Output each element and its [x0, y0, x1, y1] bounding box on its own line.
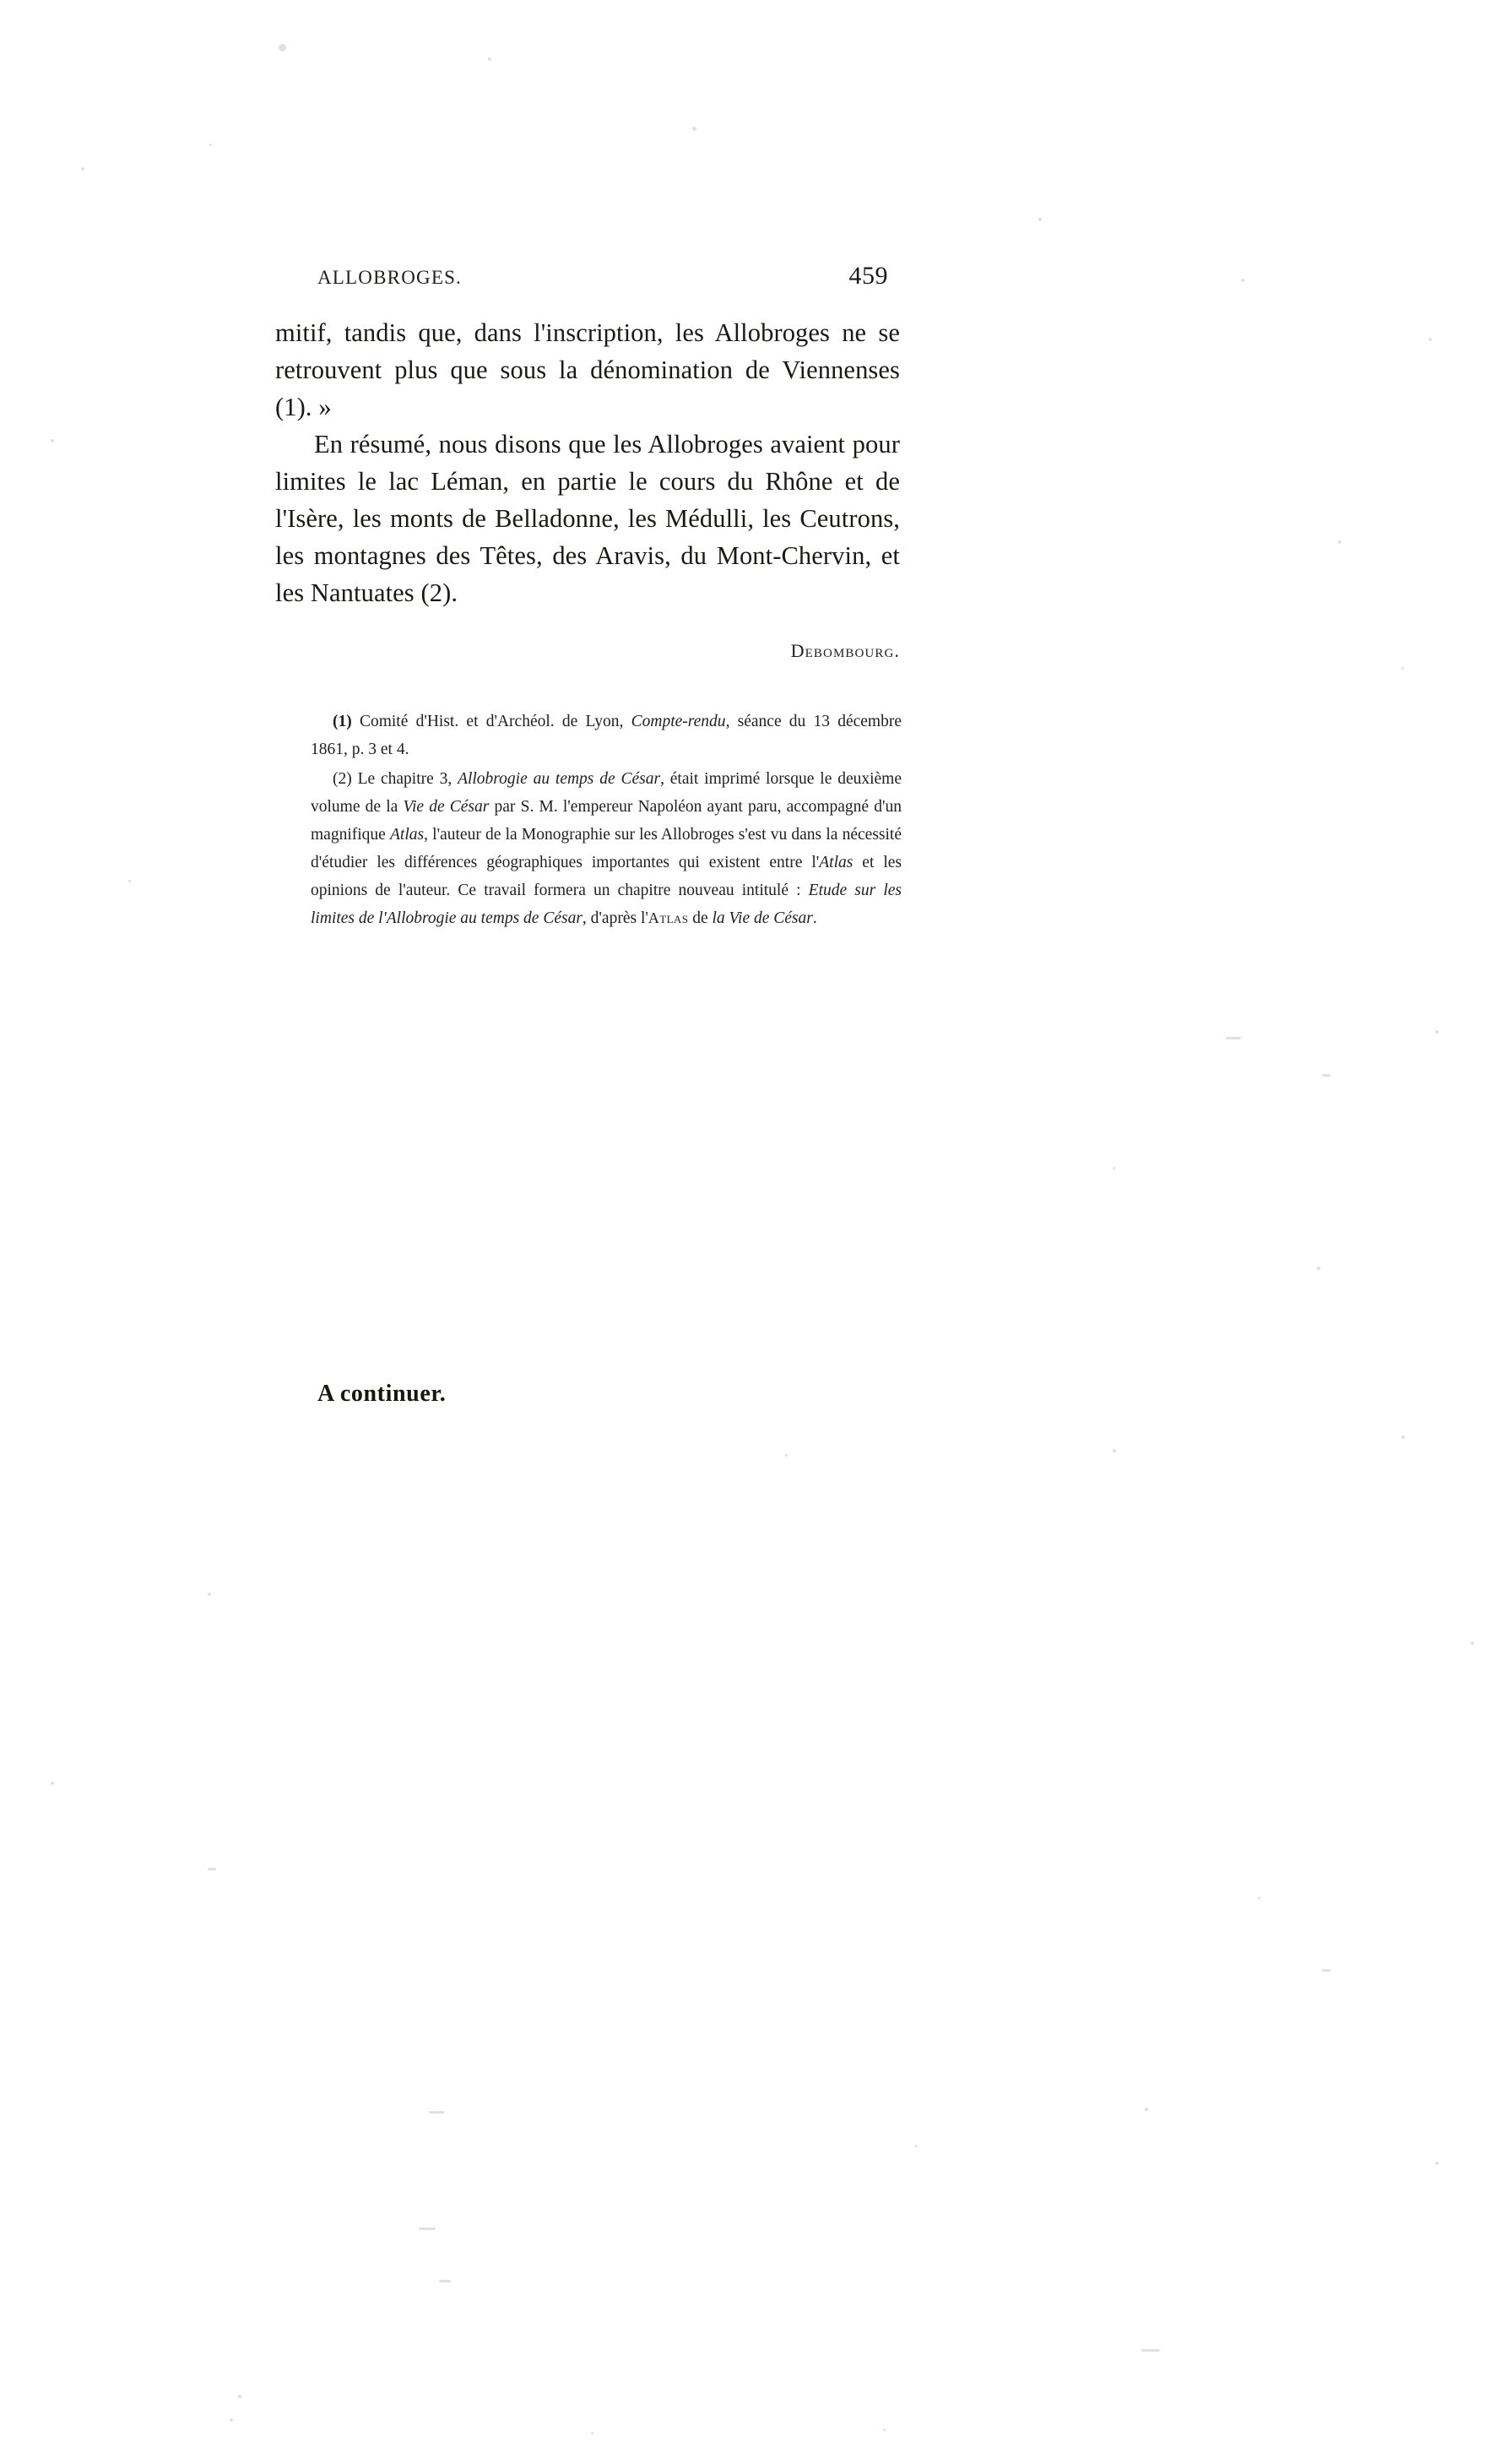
footnotes-block [311, 708, 902, 932]
footnote-2-italic-6: la Vie de César [712, 909, 813, 927]
paragraph-1: mitif, tandis que, dans l'inscription, les Allobroges ne se retrouvent plus que sous la dénomination de Viennenses (1). » [275, 318, 900, 421]
body-text [275, 314, 900, 611]
footnote-2-marker: (2) [333, 770, 352, 788]
footnote-2-italic-3: Atlas [390, 826, 425, 844]
footnote-2-seg-7: de [688, 909, 713, 927]
footnote-1-text-b: , séance du 13 décembre 1861, p. 3 et 4. [311, 713, 902, 758]
author-signature: Debombourg. [790, 640, 900, 661]
page-number: 459 [848, 262, 888, 290]
footnote-2-seg-6: , d'après l' [582, 909, 648, 927]
page-content [275, 262, 1221, 934]
footnote-2-seg-1: Le chapitre 3, [351, 770, 458, 788]
footnote-2-seg-4: , l'auteur de la Monographie sur les Allobroges s'est vu dans la nécessité d'étudier les différences géographiques importantes qui existent entre l' [311, 826, 902, 871]
footnote-2-italic-1: Allobrogie au temps de César [458, 770, 661, 788]
footnote-2-smallcaps-atlas: Atlas [648, 909, 689, 926]
footnote-2-italic-5: Etude sur les limites de l'Allobrogie au temps de César [311, 882, 902, 927]
footnote-1 [311, 708, 902, 763]
running-head-title: ALLOBROGES. [317, 267, 463, 288]
footnote-2-italic-2: Vie de César [403, 798, 490, 816]
footnote-2-seg-5: et les opinions de l'auteur. Ce travail formera un chapitre nouveau intitulé : [311, 854, 902, 899]
footnote-1-italic-a: Compte-rendu [631, 713, 726, 730]
footnote-1-text-a: Comité d'Hist. et d'Archéol. de Lyon, [351, 713, 631, 730]
running-head [317, 262, 888, 290]
footnote-2 [311, 765, 902, 932]
footnote-2-seg-2: , était imprimé lorsque le deuxième volume de la [311, 770, 902, 816]
paragraph-2: En résumé, nous disons que les Allobroges avaient pour limites le lac Léman, en partie le cours du Rhône et de l'Isère, les monts de Belladonne, les Médulli, les Ceutrons, les montagnes des Têtes, des Aravis, du Mont-Chervin, et les Nantuates (2). [275, 430, 900, 607]
footnote-2-seg-3: par S. M. l'empereur Napoléon ayant paru, accompagné d'un magnifique [311, 798, 902, 844]
footnote-2-seg-8: . [812, 909, 817, 927]
footnote-1-marker: (1) [333, 713, 352, 730]
continuation-note: A continuer. [317, 1381, 447, 1407]
footnote-2-italic-4: Atlas [819, 854, 854, 871]
